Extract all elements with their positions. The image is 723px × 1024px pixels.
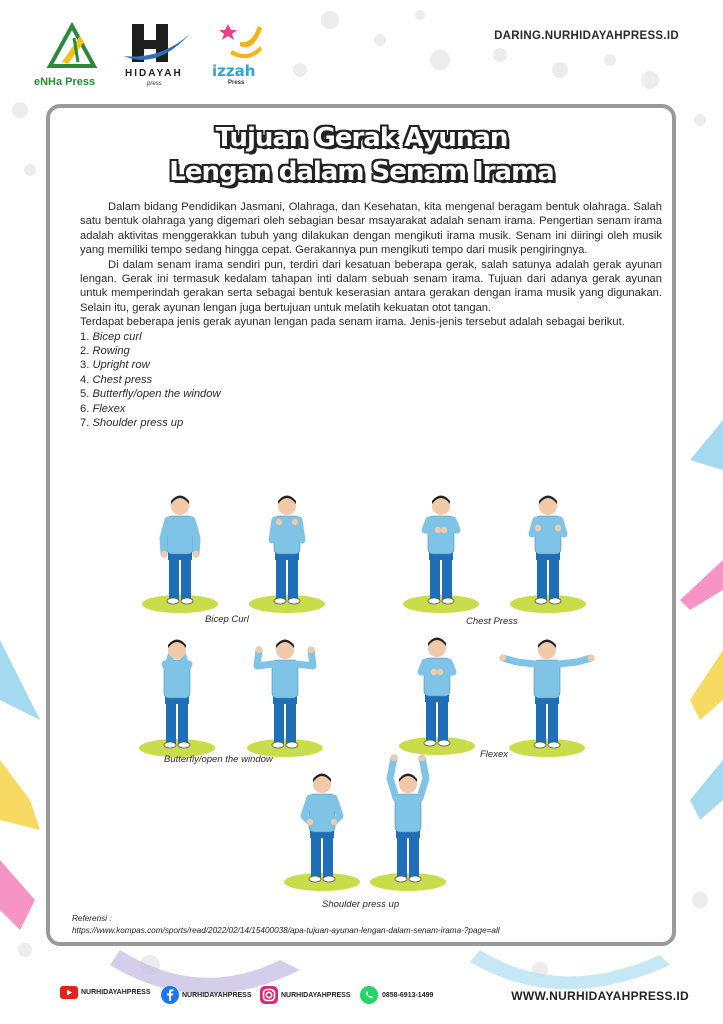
- caption-flexex: Flexex: [480, 749, 508, 760]
- figure-chest-press-1: [403, 496, 479, 614]
- figure-butterfly-2: [247, 640, 323, 758]
- footer-facebook[interactable]: [161, 986, 252, 1004]
- instagram-icon: [260, 986, 278, 1004]
- hidayah-label: HIDAYAH: [125, 68, 183, 79]
- caption-shoulder-press: Shoulder press up: [322, 899, 400, 910]
- facebook-icon: [161, 986, 179, 1004]
- caption-bicep-curl: Bicep Curl: [205, 614, 249, 625]
- caption-chest-press: Chest Press: [466, 616, 518, 627]
- figure-flexex-2: [500, 640, 594, 758]
- paragraph-2: Di dalam senam irama sendiri pun, terdiri dari kesatuan beberapa gerak, salah satunya adalah gerak ayunan lengan. Gerak ini termasuk kedalam tahapan inti dalam sebuah senam irama. Tujuan dari adanya gerak ayunan untuk memperindah gerakan serta sebagai bentuk keserasian antara gerakan dengan irama musik yang digunakan. Selain itu, gerak ayunan lengan juga bertujuan untuk melatih kekuatan otot tangan.: [80, 258, 662, 314]
- header-site-link[interactable]: DARING.NURHIDAYAHPRESS.ID: [494, 30, 679, 42]
- paragraph-1: Dalam bidang Pendidikan Jasmani, Olahraga, dan Kesehatan, kita mengenal beragam bentuk olahraga. Salah satu bentuk olahraga yang digemari oleh sebagian besar msayarakat adalah senam irama. Pengertian senam irama adalah aktivitas menggerakkan tubuh yang dilakukan dengan mengikuti irama musik. Senam ini diiringi oleh musik yang memiliki tempo sedang hingga cepat. Gerakannya pun mengikuti tempo dari musik pengiringnya.: [80, 201, 662, 257]
- youtube-icon: [60, 986, 78, 999]
- whatsapp-icon: [360, 986, 378, 1004]
- paragraph-3: Terdapat beberapa jenis gerak ayunan lengan pada senam irama. Jenis-jenis tersebut adalah sebagai berikut.: [80, 316, 625, 329]
- list-item: 6. Flexex: [80, 402, 126, 415]
- reference-url[interactable]: https://www.kompas.com/sports/read/2022/02/14/15400038/apa-tujuan-ayunan-lengan-dalam-senam-irama-?page=all: [72, 926, 500, 935]
- caption-butterfly: Butterfly/open the window: [164, 754, 273, 765]
- list-item: 4. Chest press: [80, 373, 153, 386]
- reference: [72, 913, 500, 937]
- list-item: 2. Rowing: [80, 345, 130, 358]
- whatsapp-number: 0858-6913-1499: [382, 991, 434, 999]
- reference-label: Referensi :: [72, 914, 112, 923]
- figure-shoulder-press-1: [284, 774, 360, 892]
- figure-chest-press-2: [510, 496, 586, 614]
- list-item: 1. Bicep curl: [80, 330, 142, 343]
- instagram-handle: NURHIDAYAHPRESS: [281, 991, 351, 999]
- hidayah-sublabel: press: [147, 81, 162, 87]
- list-item: 3. Upright row: [80, 359, 150, 372]
- footer-site-link[interactable]: WWW.NURHIDAYAHPRESS.ID: [511, 989, 689, 1003]
- figure-bicep-curl-1: [142, 496, 218, 614]
- figure-bicep-curl-2: [249, 496, 325, 614]
- enha-press-label: eNHa Press: [34, 76, 96, 88]
- figure-shoulder-press-2: [370, 755, 446, 891]
- footer-whatsapp[interactable]: [360, 986, 433, 1004]
- figure-flexex-1: [399, 638, 475, 756]
- list-item: 5. Butterfly/open the window: [80, 388, 221, 401]
- title-line-1: Tujuan Gerak Ayunan: [215, 123, 508, 153]
- title-line-2: Lengan dalam Senam Irama: [169, 157, 554, 187]
- izzah-label: izzah: [212, 62, 256, 80]
- footer-youtube[interactable]: [60, 986, 151, 999]
- facebook-handle: NURHIDAYAHPRESS: [182, 991, 252, 999]
- footer-instagram[interactable]: [260, 986, 351, 1004]
- list-item: 7. Shoulder press up: [80, 417, 184, 430]
- izzah-sublabel: Press: [228, 80, 245, 86]
- youtube-handle: NURHIDAYAHPRESS: [81, 989, 151, 996]
- figure-butterfly-1: [139, 640, 215, 758]
